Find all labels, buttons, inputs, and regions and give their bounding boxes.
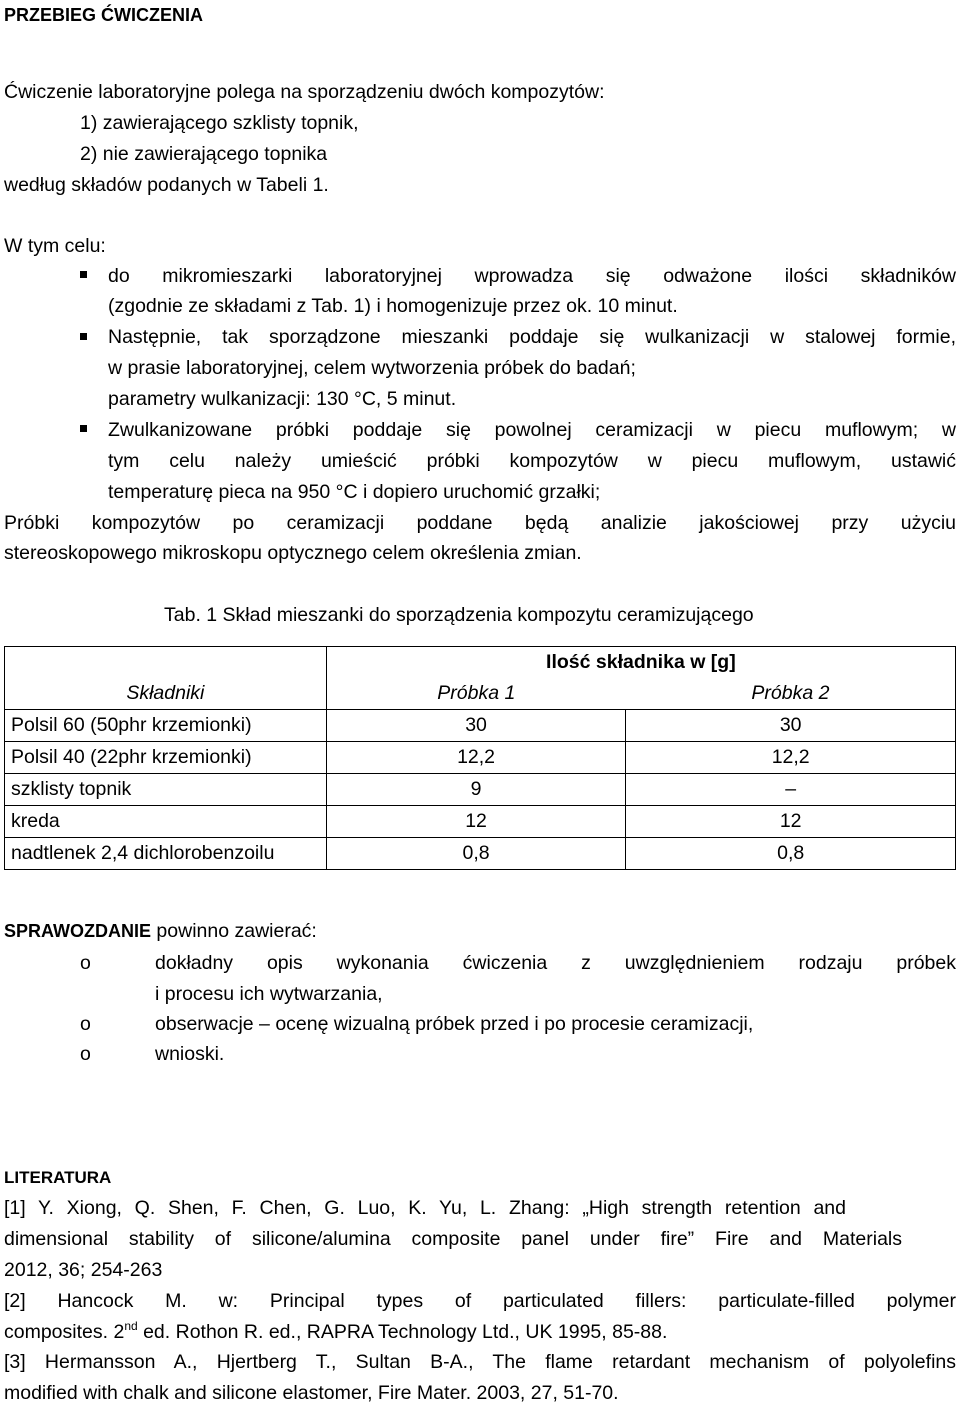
ingredient-name: szklisty topnik	[5, 774, 327, 806]
sample-2-value: 12	[626, 806, 956, 838]
reference-1-line-2: dimensional stability of silicone/alumina composite panel under fire” Fire and Materials	[4, 1228, 902, 1250]
sample-2-value: 0,8	[626, 838, 956, 870]
intro-item-2: 2) nie zawierającego topnika	[80, 143, 328, 165]
reference-2-superscript: nd	[124, 1319, 138, 1333]
step-2-line-1: Następnie, tak sporządzone mieszanki poddaje się wulkanizacji w stalowej formie,	[108, 326, 956, 348]
intro-item-1: 1) zawierającego szklisty topnik,	[80, 112, 359, 134]
sample-2-value: 12,2	[626, 742, 956, 774]
report-item-1-line-1: dokładny opis wykonania ćwiczenia z uwzględnieniem rodzaju próbek	[155, 952, 956, 974]
reference-3-line-2: modified with chalk and silicone elastomer, Fire Mater. 2003, 27, 51-70.	[4, 1382, 619, 1404]
step-3-line-2: tym celu należy umieścić próbki kompozytów w piecu muflowym, ustawić	[108, 450, 956, 472]
sample-2-value: –	[626, 774, 956, 806]
square-bullet-icon	[80, 271, 87, 278]
ingredient-name: Polsil 60 (50phr krzemionki)	[5, 710, 327, 742]
circle-bullet-icon: o	[80, 1043, 91, 1065]
ingredient-name: nadtlenek 2,4 dichlorobenzoilu	[5, 838, 327, 870]
steps-intro: W tym celu:	[4, 235, 106, 257]
reference-2-text-a: composites. 2	[4, 1321, 125, 1343]
step-1-line-2: (zgodnie ze składami z Tab. 1) i homogenizuje przez ok. 10 minut.	[108, 295, 678, 317]
table-row	[5, 838, 956, 870]
sample-1-value: 30	[326, 710, 626, 742]
report-title-rest: powinno zawierać:	[151, 920, 317, 942]
step-3-line-3: temperaturę pieca na 950 °C i dopiero uruchomić grzałki;	[108, 481, 601, 503]
circle-bullet-icon: o	[80, 952, 91, 974]
literature-title: LITERATURA	[4, 1168, 112, 1187]
group-header-ilosc: Ilość składnika w [g]	[326, 647, 955, 679]
reference-1-line-1: [1] Y. Xiong, Q. Shen, F. Chen, G. Luo, K. Yu, L. Zhang: „High strength retention and	[4, 1197, 846, 1219]
step-2-line-2: w prasie laboratoryjnej, celem wytworzenia próbek do badań;	[108, 357, 636, 379]
sample-1-value: 12,2	[326, 742, 626, 774]
reference-2-line-2	[4, 1321, 667, 1344]
sample-2-value: 30	[626, 710, 956, 742]
table-row	[5, 774, 956, 806]
ingredient-name: Polsil 40 (22phr krzemionki)	[5, 742, 327, 774]
report-item-1-line-2: i procesu ich wytwarzania,	[155, 983, 383, 1005]
step-2-line-3: parametry wulkanizacji: 130 °C, 5 minut.	[108, 388, 457, 410]
after-line-2: stereoskopowego mikroskopu optycznego celem określenia zmian.	[4, 542, 582, 564]
report-title	[4, 920, 317, 943]
table-row	[5, 742, 956, 774]
intro-line: Ćwiczenie laboratoryjne polega na sporządzeniu dwóch kompozytów:	[4, 81, 605, 103]
report-title-bold: SPRAWOZDANIE	[4, 921, 152, 941]
table-row	[5, 710, 956, 742]
reference-1-line-3: 2012, 36; 254-263	[4, 1259, 163, 1281]
section-title-przebieg: PRZEBIEG ĆWICZENIA	[4, 5, 204, 25]
intro-line-tabeli: według składów podanych w Tabeli 1.	[4, 174, 329, 196]
reference-3-line-1: [3] Hermansson A., Hjertberg T., Sultan B-A., The flame retardant mechanism of polyolefins	[4, 1351, 956, 1373]
reference-2-text-b: ed. Rothon R. ed., RAPRA Technology Ltd., UK 1995, 85-88.	[137, 1321, 668, 1343]
square-bullet-icon	[80, 333, 87, 340]
report-item-3: wnioski.	[155, 1043, 225, 1065]
ingredient-name: kreda	[5, 806, 327, 838]
sample-1-value: 0,8	[326, 838, 626, 870]
table-header-row	[5, 647, 956, 679]
report-item-2: obserwacje – ocenę wizualną próbek przed i po procesie ceramizacji,	[155, 1013, 754, 1035]
col-header-probka-2: Próbka 2	[626, 678, 956, 710]
step-3-line-1: Zwulkanizowane próbki poddaje się powolnej ceramizacji w piecu muflowym; w	[108, 419, 956, 441]
sample-1-value: 12	[326, 806, 626, 838]
table-row	[5, 806, 956, 838]
after-line-1: Próbki kompozytów po ceramizacji poddane będą analizie jakościowej przy użyciu	[4, 512, 956, 534]
composition-table	[4, 646, 956, 870]
reference-2-line-1: [2] Hancock M. w: Principal types of particulated fillers: particulate-filled polymer	[4, 1290, 956, 1312]
step-1-line-1: do mikromieszarki laboratoryjnej wprowadza się odważone ilości składników	[108, 265, 956, 287]
table-caption: Tab. 1 Skład mieszanki do sporządzenia kompozytu ceramizującego	[164, 604, 754, 626]
col-header-skladniki: Składniki	[5, 647, 327, 710]
sample-1-value: 9	[326, 774, 626, 806]
circle-bullet-icon: o	[80, 1013, 91, 1035]
col-header-probka-1: Próbka 1	[326, 678, 626, 710]
square-bullet-icon	[80, 425, 87, 432]
